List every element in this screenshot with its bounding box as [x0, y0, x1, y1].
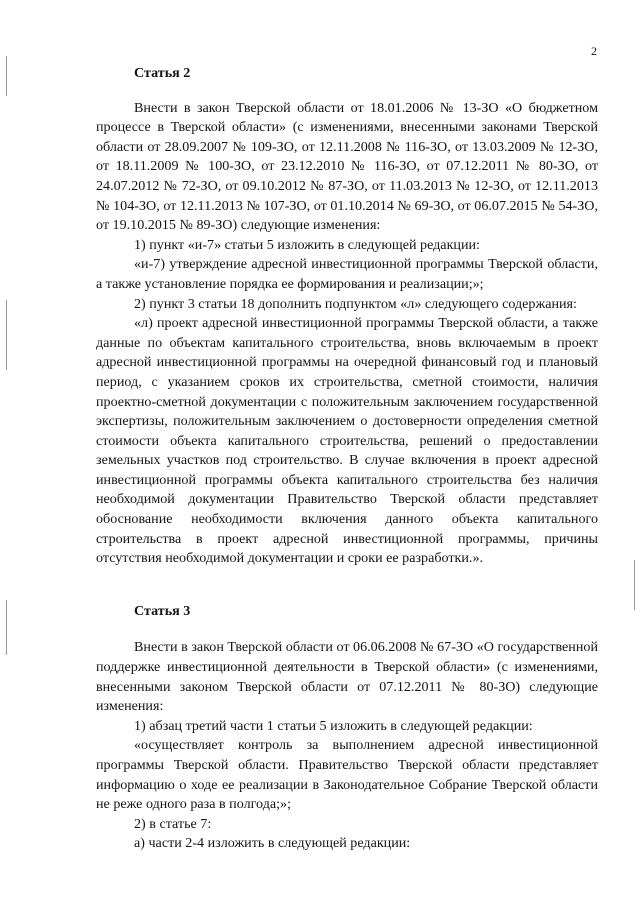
article-2-item-2: 2) пункт 3 статьи 18 дополнить подпунктом «л» следующего содержания:: [134, 295, 577, 312]
article-2-item-1: 1) пункт «и-7» статьи 5 изложить в следующей редакции:: [134, 236, 480, 253]
article-2-item-1-text: «и-7) утверждение адресной инвестиционной программы Тверской области, а также установление порядка ее формирования и реализации;»;: [96, 256, 598, 292]
scan-margin-mark: [6, 300, 7, 370]
article-3-item-2a: а) части 2-4 изложить в следующей редакции:: [134, 835, 411, 852]
article-3-item-1-text: «осуществляет контроль за выполнением адресной инвестиционной программы Тверской области. Правительство Тверской области представляет информацию о ходе ее реализации в Законодательное Собрание Тверской области не реже одного раза в полгода;»;: [96, 737, 598, 813]
article-3-intro: Внести в закон Тверской области от 06.06.2008 № 67-ЗО «О государственной поддержке инвестиционной деятельности в Тверской области» (с изменениями, внесенными законом Тверской области от 07.12.2011 № 80-ЗО) следующие изменения:: [96, 639, 598, 715]
scan-margin-mark: [6, 56, 7, 96]
article-2-heading: Статья 2: [134, 65, 191, 81]
scan-margin-mark: [634, 560, 635, 610]
article-3-heading: Статья 3: [134, 602, 191, 619]
article-3: [96, 602, 598, 854]
article-3-item-1: 1) абзац третий части 1 статьи 5 изложить в следующей редакции:: [134, 717, 533, 734]
scan-margin-mark: [6, 600, 7, 655]
article-2: [96, 64, 598, 569]
document-body: [96, 64, 598, 854]
page-number: 2: [591, 44, 597, 58]
article-3-item-2: 2) в статье 7:: [134, 815, 212, 832]
article-2-intro: Внести в закон Тверской области от 18.01.2006 № 13-ЗО «О бюджетном процессе в Тверской области» (с изменениями, внесенными законами Тверской области от 28.09.2007 № 109-ЗО, от 12.11.2008 № 116-ЗО, от 13.03.2009 № 12-ЗО, от 18.11.2009 № 100-ЗО, от 23.12.2010 № 116-ЗО, от 07.12.2011 № 80-ЗО, от 24.07.2012 № 72-ЗО, от 09.10.2012 № 87-ЗО, от 11.03.2013 № 12-ЗО, от 12.11.2013 № 104-ЗО, от 12.11.2013 № 107-ЗО, от 01.10.2014 № 69-ЗО, от 06.07.2015 № 54-ЗО, от 19.10.2015 № 89-ЗО) следующие изменения:: [96, 99, 598, 234]
article-2-item-2-text: «л) проект адресной инвестиционной программы Тверской области, а также данные по объектам капитального строительства, вновь включаемым в проект адресной инвестиционной программы на очередной финансовый год и плановый период, с указанием сроков их строительства, сметной стоимости, наличия проектно-сметной документации с положительным заключением государственной экспертизы, положительным заключением о достоверности определения сметной стоимости объекта капитального строительства, решений о предоставлении земельных участков под строительство. В случае включения в проект адресной инвестиционной программы объекта капитального строительства без наличия необходимой документации Правительство Тверской области представляет обоснование необходимости включения данного объекта капитального строительства в проект адресной инвестиционной программы, причины отсутствия необходимой документации и сроки ее разработки.».: [96, 315, 598, 567]
